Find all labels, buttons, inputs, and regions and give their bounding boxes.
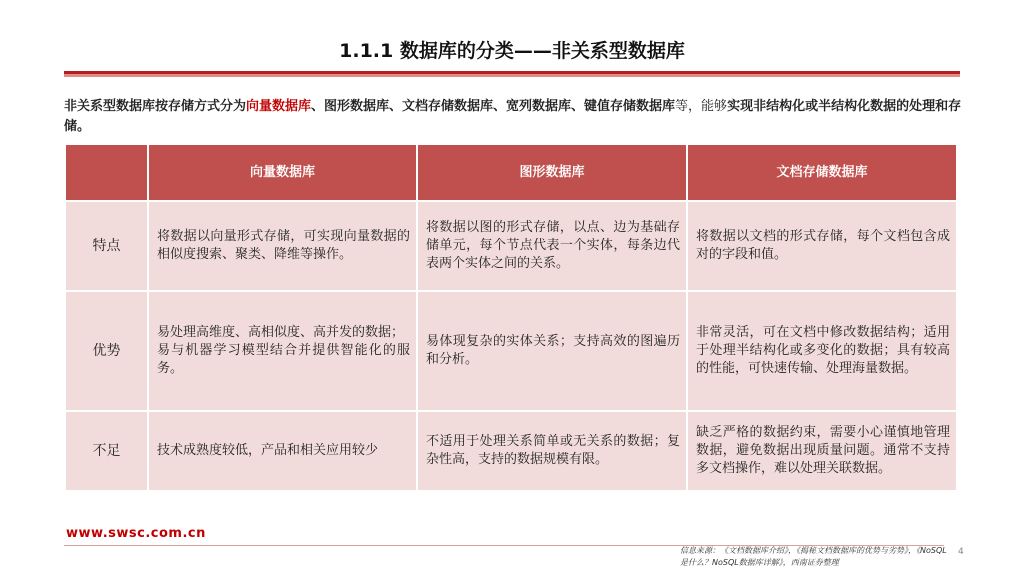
table-cell bbox=[148, 411, 417, 490]
cell-text: 将数据以文档的形式存储，每个文档包含成对的字段和值。 bbox=[696, 229, 950, 262]
table-cell bbox=[687, 411, 956, 490]
table-cell bbox=[148, 291, 417, 411]
intro-text-4: 实现非结构化或半结构化数据的处理和存储。 bbox=[64, 99, 962, 134]
table-row bbox=[66, 291, 956, 411]
table-cell bbox=[417, 201, 687, 291]
cell-text: 将数据以图的形式存储，以点、边为基础存储单元，每个节点代表一个实体，每条边代表两个实体之间的关系。 bbox=[426, 220, 680, 271]
intro-highlight-vector-db: 向量数据库 bbox=[246, 99, 312, 114]
row-label: 特点 bbox=[66, 201, 148, 291]
page-number: 4 bbox=[958, 547, 964, 557]
table-row bbox=[66, 201, 956, 291]
column-header: 向量数据库 bbox=[148, 145, 417, 201]
page-title: 1.1.1 数据库的分类——非关系型数据库 bbox=[339, 40, 685, 62]
column-header: 图形数据库 bbox=[417, 145, 687, 201]
header-corner bbox=[66, 145, 148, 201]
cell-text: 易体现复杂的实体关系；支持高效的图遍历和分析。 bbox=[426, 334, 680, 367]
title-underline-shadow bbox=[64, 74, 960, 77]
row-label: 优势 bbox=[66, 291, 148, 411]
table-header-row bbox=[66, 145, 956, 201]
source-note: 信息来源：《文档数据库介绍》，《揭秘文档数据库的优势与劣势》，《NoSQL是什么？NoSQL数据库详解》，西南证券整理 bbox=[680, 546, 947, 567]
table-cell bbox=[687, 291, 956, 411]
table-cell bbox=[417, 411, 687, 490]
intro-paragraph bbox=[64, 97, 964, 137]
table-cell bbox=[148, 201, 417, 291]
row-label: 不足 bbox=[66, 411, 148, 490]
table-row bbox=[66, 411, 956, 490]
footer-website-link[interactable]: www.swsc.com.cn bbox=[66, 526, 206, 541]
cell-text: 技术成熟度较低，产品和相关应用较少 bbox=[157, 443, 379, 458]
cell-text: 缺乏严格的数据约束，需要小心谨慎地管理数据，避免数据出现质量问题。通常不支持多文档操作，难以处理关联数据。 bbox=[696, 425, 950, 476]
database-comparison-table bbox=[66, 145, 956, 490]
cell-text: 易处理高维度、高相似度、高并发的数据； 易与机器学习模型结合并提供智能化的服务。 bbox=[157, 325, 410, 376]
column-header: 文档存储数据库 bbox=[687, 145, 956, 201]
cell-text: 将数据以向量形式存储，可实现向量数据的相似度搜索、聚类、降维等操作。 bbox=[157, 229, 410, 262]
cell-text: 非常灵活，可在文档中修改数据结构；适用于处理半结构化或多变化的数据；具有较高的性能，可快速传输、处理海量数据。 bbox=[696, 325, 950, 376]
intro-text-3: 等，能够 bbox=[675, 99, 728, 114]
table-cell bbox=[417, 291, 687, 411]
cell-text: 不适用于处理关系简单或无关系的数据；复杂性高，支持的数据规模有限。 bbox=[426, 434, 680, 467]
table-cell bbox=[687, 201, 956, 291]
intro-text-1: 非关系型数据库按存储方式分为 bbox=[64, 99, 247, 114]
intro-text-2: 、图形数据库、文档存储数据库、宽列数据库、键值存储数据库 bbox=[311, 99, 676, 114]
